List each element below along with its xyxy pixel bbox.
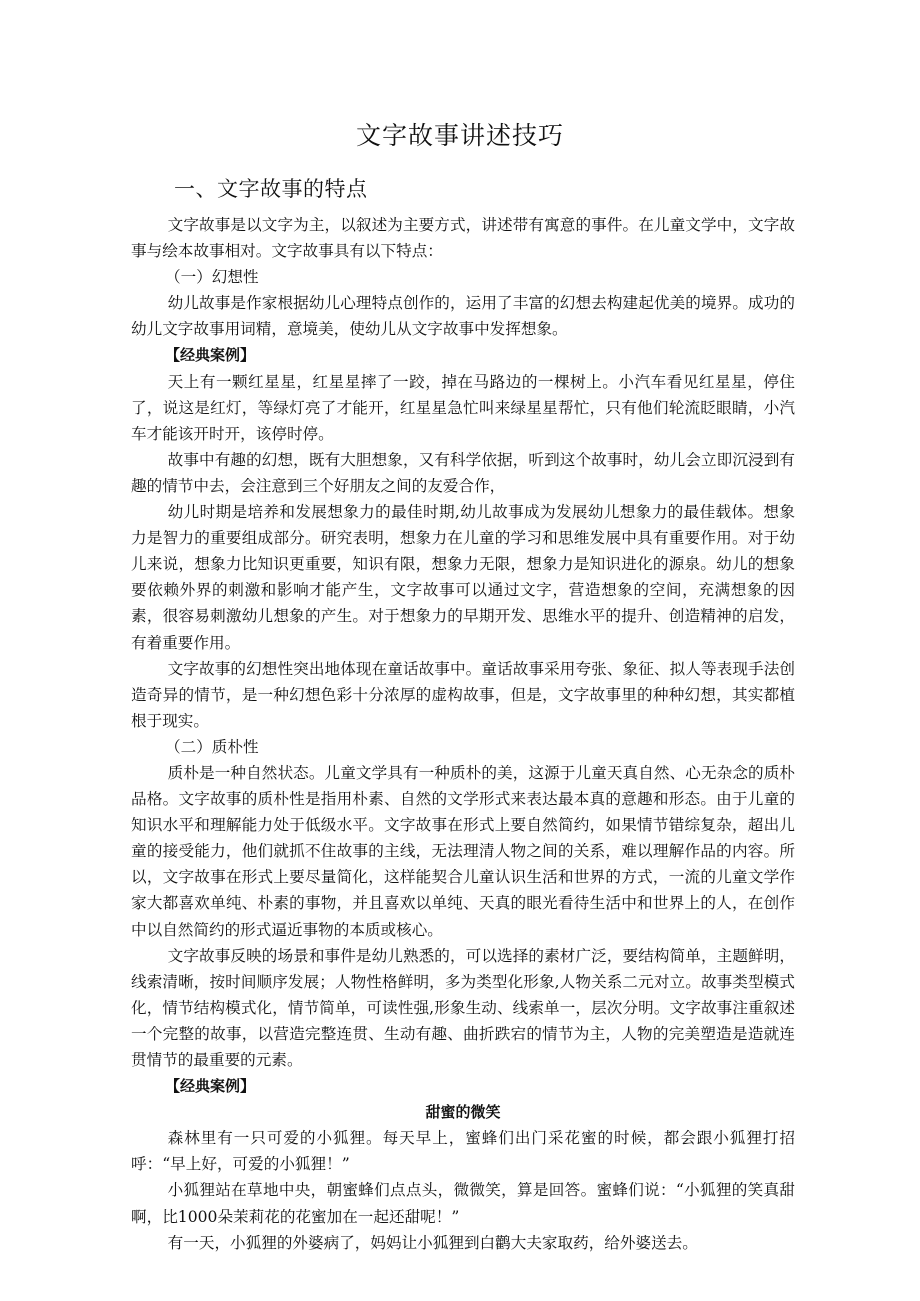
case-label: 【经典案例】	[165, 346, 256, 365]
paragraph-fantasy-4: 文字故事的幻想性突出地体现在童话故事中。童话故事采用夸张、象征、拟人等表现手法创造奇异的情节，是一种幻想色彩十分浓厚的虚构故事，但是，文字故事里的种种幻想，其实都植根于现实。	[131, 659, 795, 730]
paragraph-story-1: 森林里有一只可爱的小狐狸。每天早上，蜜蜂们出门采花蜜的时候，都会跟小狐狸打招呼：“早上好，可爱的小狐狸！”	[131, 1129, 795, 1174]
subheading-fantasy: （一）幻想性	[165, 268, 259, 287]
paragraph-story-3: 有一天，小狐狸的外婆病了，妈妈让小狐狸到白鹳大夫家取药，给外婆送去。	[167, 1233, 698, 1252]
paragraph-fantasy-2: 故事中有趣的幻想，既有大胆想象，又有科学依据，听到这个故事时，幼儿会立即沉浸到有趣的情节中去，会注意到三个好朋友之间的友爱合作，	[131, 450, 795, 495]
paragraph-simplicity-2: 文字故事反映的场景和事件是幼儿熟悉的，可以选择的素材广泛，要结构简单，主题鲜明，线索清晰，按时间顺序发展；人物性格鲜明，多为类型化形象,人物关系二元对立。故事类型模式化，情节结构模式化，情节简单，可读性强,形象生动、线索单一，层次分明。文字故事注重叙述一个完整的故事，以营造完整连贯、生动有趣、曲折跌宕的情节为主，人物的完美塑造是造就连贯情节的最重要的元素。	[131, 946, 795, 1069]
story-title: 甜蜜的微笑	[425, 1103, 501, 1122]
paragraph-story-2: 小狐狸站在草地中央，朝蜜蜂们点点头，微微笑，算是回答。蜜蜂们说：“小狐狸的笑真甜啊，比1000朵茉莉花的花蜜加在一起还甜呢！”	[131, 1181, 795, 1226]
document-body	[131, 212, 795, 1256]
paragraph-fantasy-1: 幼儿故事是作家根据幼儿心理特点创作的，运用了丰富的幻想去构建起优美的境界。成功的幼儿文字故事用词精，意境美，使幼儿从文字故事中发挥想象。	[131, 294, 795, 339]
section-heading-1: 一、文字故事的特点	[174, 177, 368, 201]
paragraph-case-story: 天上有一颗红星星，红星星摔了一跤，掉在马路边的一棵树上。小汽车看见红星星，停住了，说这是红灯，等绿灯亮了才能开，红星星急忙叫来绿星星帮忙，只有他们轮流眨眼睛，小汽车才能该开时开，该停时停。	[131, 372, 795, 443]
case-label: 【经典案例】	[165, 1077, 256, 1096]
paragraph-intro: 文字故事是以文字为主，以叙述为主要方式，讲述带有寓意的事件。在儿童文学中，文字故事与绘本故事相对。文字故事具有以下特点：	[131, 216, 795, 261]
paragraph-simplicity-1: 质朴是一种自然状态。儿童文学具有一种质朴的美，这源于儿童天真自然、心无杂念的质朴品格。文字故事的质朴性是指用朴素、自然的文学形式来表达最本真的意趣和形态。由于儿童的知识水平和理解能力处于低级水平。文字故事在形式上要自然简约，如果情节错综复杂，超出儿童的接受能力，他们就抓不住故事的主线，无法理清人物之间的关系，难以理解作品的内容。所以，文字故事在形式上要尽量简化，这样能契合儿童认识生活和世界的方式，一流的儿童文学作家大都喜欢单纯、朴素的事物，并且喜欢以单纯、天真的眼光看待生活中和世界上的人，在创作中以自然简约的形式逼近事物的本质或核心。	[131, 763, 795, 939]
subheading-simplicity: （二）质朴性	[165, 737, 259, 756]
paragraph-fantasy-3: 幼儿时期是培养和发展想象力的最佳时期,幼儿故事成为发展幼儿想象力的最佳载体。想象力是智力的重要组成部分。研究表明，想象力在儿童的学习和思维发展中具有重要作用。对于幼儿来说，想象力比知识更重要，知识有限，想象力无限，想象力是知识进化的源泉。幼儿的想象要依赖外界的刺激和影响才能产生，文字故事可以通过文字，营造想象的空间，充满想象的因素，很容易刺激幼儿想象的产生。对于想象力的早期开发、思维水平的提升、创造精神的启发，有着重要作用。	[131, 503, 795, 652]
page-title: 文字故事讲述技巧	[355, 121, 564, 150]
